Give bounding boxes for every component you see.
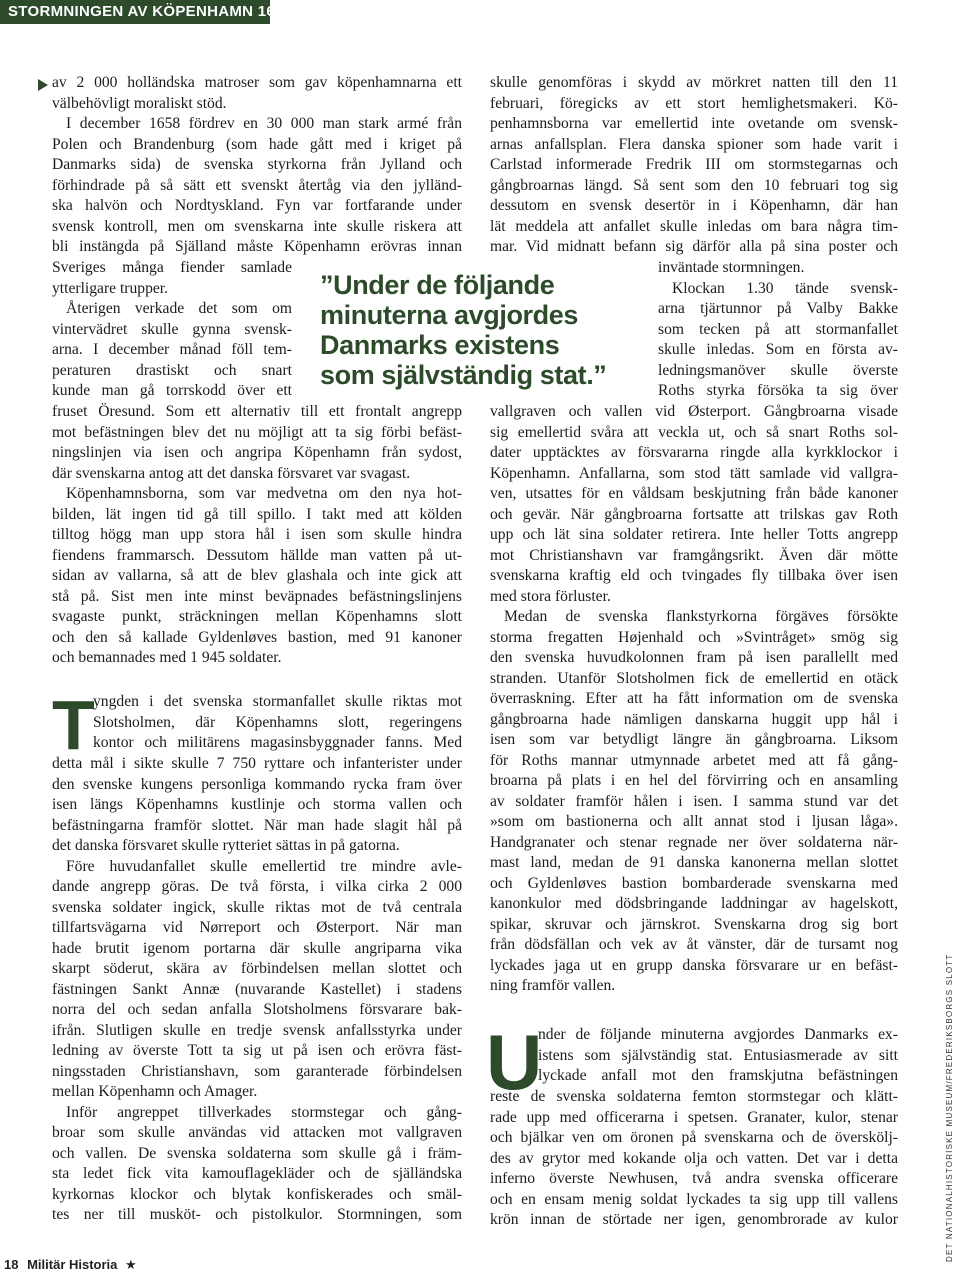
left-column-block-c bbox=[52, 402, 462, 669]
text-line: kunde man gå torrskodd över ett bbox=[52, 382, 292, 399]
text-line: Carlstad informerade Fredrik III om stormstegarnas och bbox=[490, 156, 898, 173]
text-line: rade upp med officerarna i spetsen. Granater, kulor, stenar bbox=[490, 1108, 898, 1126]
left-column-block-d bbox=[93, 692, 462, 754]
text-line: broar som skulle användas vid attacken mot vallgraven bbox=[52, 1124, 462, 1141]
text-line: och en ensam menig soldat lyckades ta sig upp till vallens bbox=[490, 1190, 898, 1208]
text-line: spikar, skruvar och järnskrot. Svenskarna drog sig bort bbox=[490, 915, 898, 933]
text-line: som tecken på att stormanfallet bbox=[658, 320, 898, 338]
text-line: Inför angreppet tillverkades stormstegar och gång- bbox=[66, 1103, 462, 1121]
text-line: ven, utsattes för en våldsam beskjutning från både kanoner bbox=[490, 485, 898, 502]
text-line: arnas anfallsplan. Flera danska spioner som hade varit i bbox=[490, 135, 898, 153]
text-line: isen som var betydligt längre än gångbroarna. Liksom bbox=[490, 731, 898, 748]
text-line: och vallen. De svenska soldaterna som skulle gå i främ- bbox=[52, 1144, 462, 1162]
text-line: svensk kontroll, men om svenskarna inte skulle riskera att bbox=[52, 217, 462, 235]
pull-quote-line: ”Under de följande bbox=[320, 270, 555, 300]
text-line: den svenske kungens personliga kommando rycka fram över bbox=[52, 775, 462, 793]
text-line: mot befästningen blev det nu möjligt att ta sig förbi befäst- bbox=[52, 423, 462, 441]
text-line: tilltog högg man upp stora hål i isen som skulle hindra bbox=[52, 526, 462, 543]
text-line: kyrkornas klockor och blytak konfiskerades och smäl- bbox=[52, 1185, 462, 1203]
text-line: där svenskarna antog att det danska försvaret var svagast. bbox=[52, 464, 411, 482]
text-line: peraturen drastiskt och snart bbox=[52, 361, 292, 379]
text-line: med stora förluster. bbox=[490, 587, 611, 605]
text-line: mellan Köpenhamn och Amager. bbox=[52, 1083, 258, 1100]
text-line: tes ner till musköt- och pistolkulor. Stormningen, som bbox=[52, 1206, 462, 1223]
text-line: stranden. Utanför Slotsholmen fick de emellertid en otäck bbox=[490, 669, 898, 687]
text-line: ledningsmanöver skulle överste bbox=[658, 361, 898, 379]
text-line: sidan av vallarna, så att de blev glashala och inte gick att bbox=[52, 567, 462, 584]
text-line: välbehövligt moraliskt stöd. bbox=[52, 94, 227, 112]
text-line: överraskning. Efter att ha fått information om de svenska bbox=[490, 690, 898, 707]
left-column-block-b bbox=[52, 258, 292, 402]
text-line: Före huvudanfallet skulle emellertid tre mindre avle- bbox=[66, 857, 462, 875]
text-line: gångbroarna hade nämligen danskarna huggit upp hål i bbox=[490, 710, 898, 728]
left-column-block-e bbox=[52, 754, 462, 1226]
photo-credit: DET NATIONALHISTORISKE MUSEUM/FREDERIKSBORGS SLOTT bbox=[945, 953, 954, 1262]
star-icon: ★ bbox=[125, 1256, 137, 1272]
text-line: och bemannades med 1 945 soldater. bbox=[52, 649, 282, 666]
text-line: detta mål i sikte skulle 7 750 ryttare och infanterister under bbox=[52, 755, 462, 772]
text-line: Sveriges många fiender samlade bbox=[52, 259, 292, 276]
dropcap-u: U bbox=[486, 1018, 543, 1106]
right-column-block-b bbox=[658, 258, 898, 402]
text-line: bli instängda på Själland måste Köpenhamn erövras innan bbox=[52, 238, 462, 255]
text-line: broarna på plats i en hel del förvirring och en ansamling bbox=[490, 772, 898, 789]
text-line: fästningen Sankt Annæ (nuvarande Kastellet) i stadens bbox=[52, 980, 462, 998]
text-line: sig emellertid svåra att veckla ut, och så snart Roths sol- bbox=[490, 423, 898, 441]
page-footer bbox=[0, 1256, 160, 1276]
text-line: Polen och Brandenburg (som hade gått med i kriget på bbox=[52, 135, 462, 153]
text-line: storma fregatten Højenhald och »Svintråget» smög sig bbox=[490, 628, 898, 646]
right-column-block-a bbox=[490, 73, 898, 258]
text-line: ifrån. Slutligen skulle en tredje svensk anfallsstyrka under bbox=[52, 1021, 462, 1039]
text-line: hade brutit igenom portarna där skulle angriparna vika bbox=[52, 939, 462, 957]
text-line: krön innan de störtade ner igen, genombrorade av kulor bbox=[490, 1211, 898, 1228]
text-line: och Gyldenløves bastion bombarderade svenskarna med bbox=[490, 874, 898, 892]
text-line: dater upptäcktes av försvararna ringde alla kyrkklockor i bbox=[490, 444, 898, 461]
page-number: 18 bbox=[4, 1257, 19, 1273]
text-line: och gevär. När gångbroarna fortsatte att trilskas gav Roth bbox=[490, 505, 898, 523]
text-line: Roths styrka försöka ta sig över bbox=[658, 382, 898, 399]
text-line: Återigen verkade det som om bbox=[66, 300, 292, 317]
text-line: dande angrepp göras. De två första, i vilka cirka 2 000 bbox=[52, 878, 462, 895]
left-column-block-a bbox=[52, 73, 462, 258]
text-line: sta ledet fick vita kamouflagekläder och de själländska bbox=[52, 1165, 462, 1182]
text-line: arna. I december månad föll tem- bbox=[52, 341, 292, 358]
text-line: bilden, lät ingen tid gå till spillo. I takt med att kölden bbox=[52, 505, 462, 523]
text-line: av 2 000 holländska matroser som gav köpenhamnarna ett bbox=[52, 74, 462, 91]
text-line: ningsstaden Christianshavn, som garanterade förbindelsen bbox=[52, 1062, 462, 1080]
text-line: norra del och sedan anfalla Slotsholmens försvarare bak- bbox=[52, 1001, 462, 1018]
text-line: skulle inledas. Som en första av- bbox=[658, 341, 898, 358]
text-line: tillfartsvägarna vid Nørreport och Østerport. När man bbox=[52, 919, 462, 936]
text-line: ska halvön och Nordtyskland. Fyn var fortfarande under bbox=[52, 197, 462, 214]
pull-quote-line: som självständig stat.” bbox=[320, 360, 607, 390]
text-line: Köpenhamn. Anfallarna, som stod tätt samlade vid vallgra- bbox=[490, 464, 898, 482]
right-column-block-e bbox=[490, 1087, 898, 1231]
text-line: ledning av överste Tott ta sig ut på isen och erövra fäst- bbox=[52, 1042, 462, 1059]
text-line: det danska försvaret skulle rytteriet sättas in på gatorna. bbox=[52, 837, 400, 854]
text-line: mot Christianshavn var framgångsrikt. Även där mötte bbox=[490, 546, 898, 564]
text-line: kanonkulor med dödsbringande laddningar av hagelskott, bbox=[490, 895, 898, 912]
text-line: penhamnsborna var emellertid inte ovetande om svensk- bbox=[490, 115, 898, 132]
right-column-block-c bbox=[490, 402, 898, 997]
text-line: Slotsholmen, där Köpenhamns slott, regeringens bbox=[93, 713, 462, 731]
section-title: STORMNINGEN AV KÖPENHAMN 1659 bbox=[8, 3, 293, 20]
text-line: vintervädret skulle gynna svensk- bbox=[52, 320, 292, 338]
text-line: Medan de svenska flankstyrkorna förgäves försökte bbox=[504, 608, 898, 625]
text-line: dessutom en svensk desertör in i Köpenhamn, där han bbox=[490, 197, 898, 214]
text-line: förhindrade på så sätt ett svenskt återtåg via den jylländ- bbox=[52, 176, 462, 194]
section-header-bar bbox=[0, 0, 293, 24]
text-line: befästningarna framför slottet. När man hade slagit hål på bbox=[52, 816, 462, 834]
text-line: inferno överste Newhusen, två andra svenska officerare bbox=[490, 1170, 898, 1187]
text-line: ningslinjen via isen och angripa Köpenhamn från sydost, bbox=[52, 444, 462, 461]
text-line: mar. Vid midnatt befann sig därför alla på sina poster och bbox=[490, 238, 898, 255]
text-line: nder de följande minuterna avgjordes Danmarks ex- bbox=[538, 1026, 898, 1043]
text-line: av soldater framför hålen i isen. I samma stund var det bbox=[490, 792, 898, 810]
text-line: och bjälkar ven om öronen på svenskarna och de överskölj- bbox=[490, 1129, 898, 1146]
text-line: »som om bastionerna och allt annat stod i ljusan låga». bbox=[490, 813, 898, 830]
text-line: februari, föregicks av ett stort hemlighetsmakeri. Kö- bbox=[490, 94, 898, 112]
text-line: yngden i det svenska stormanfallet skulle riktas mot bbox=[93, 693, 462, 710]
pull-quote-line: Danmarks existens bbox=[320, 330, 560, 360]
text-line: skulle genomföras i skydd av mörkret natten till den 11 bbox=[490, 74, 898, 91]
text-line: inväntade stormningen. bbox=[658, 259, 805, 276]
dropcap-t: T bbox=[52, 686, 95, 764]
text-line: reste de svenska soldaterna femton stormstegar och klätt- bbox=[490, 1088, 898, 1105]
text-line: Danmarks sida) de svenska styrkorna från Jylland och bbox=[52, 156, 462, 173]
text-line: Handgranater och stenar regnade ner över soldaterna när- bbox=[490, 833, 898, 851]
pull-quote-line: minuterna avgjordes bbox=[320, 300, 578, 330]
text-line: upp och lät sina soldater retirera. Inte heller Totts angrepp bbox=[490, 526, 898, 543]
text-line: från dödsfällan och vek av åt vänster, där de tursamt nog bbox=[490, 936, 898, 953]
pull-quote bbox=[320, 270, 650, 390]
right-column-block-d bbox=[538, 1025, 898, 1087]
text-line: mast land, medan de 91 danska kanonerna mellan slottet bbox=[490, 854, 898, 871]
text-line: skarpt söderut, skära av förbindelsen mellan slottet och bbox=[52, 960, 462, 977]
text-line: arna tjärtunnor på Valby Bakke bbox=[658, 300, 898, 317]
text-line: istens som självständig stat. Entusiasmerade av sitt bbox=[538, 1046, 898, 1064]
text-line: fruset Öresund. Som ett alternativ till ett frontalt angrepp bbox=[52, 403, 462, 420]
text-line: I december 1658 fördrev en 30 000 man stark armé från bbox=[66, 115, 462, 132]
text-line: för Roths mannar utmynnade arbetet med att få gång- bbox=[490, 751, 898, 769]
text-line: lät meddela att anfallet skulle inledas om bara några tim- bbox=[490, 217, 898, 235]
text-line: lyckade anfall mot den framskjutna befästningen bbox=[538, 1067, 898, 1084]
text-line: svenskarna kraftig eld och tvingades fly tillbaka över isen bbox=[490, 567, 898, 584]
text-line: den svenska huvudkolonnen fram på isen parallellt med bbox=[490, 649, 898, 666]
text-line: lyckades jaga ut en grupp danska försvarare ur en befäst- bbox=[490, 956, 898, 974]
text-line: kontor och militärens magasinsbyggnader fanns. Med bbox=[93, 734, 462, 751]
text-line: stå på. Sist men inte minst beväpnades befästningslinjens bbox=[52, 587, 462, 605]
magazine-name: Militär Historia bbox=[27, 1257, 118, 1273]
text-line: gångbroarnas längd. Så sent som den 10 februari tog sig bbox=[490, 176, 898, 194]
text-line: svenska soldater ingick, skulle riktas mot de två centrala bbox=[52, 898, 462, 916]
text-line: isen längs Köpenhamns kustlinje och storma vallen och bbox=[52, 796, 462, 813]
text-line: ning framför vallen. bbox=[490, 977, 616, 994]
text-line: och den så kallade Gyldenløves bastion, med 91 kanoner bbox=[52, 628, 462, 646]
text-line: vallgraven och vallen vid Østerport. Gångbroarna visade bbox=[490, 403, 898, 420]
text-line: fiendens frammarsch. Dessutom hällde man vatten på ut- bbox=[52, 546, 462, 564]
text-line: ytterligare trupper. bbox=[52, 279, 169, 297]
text-line: svagaste punkt, sträckningen mellan Köpenhamns slott bbox=[52, 608, 462, 625]
text-line: Köpenhamnsborna, som var medvetna om den nya hot- bbox=[66, 485, 462, 502]
arrow-bullet-icon bbox=[38, 79, 48, 91]
text-line: des av grytor med kokande olja och vatten. Det var i detta bbox=[490, 1149, 898, 1167]
text-line: Klockan 1.30 tände svensk- bbox=[672, 279, 898, 297]
